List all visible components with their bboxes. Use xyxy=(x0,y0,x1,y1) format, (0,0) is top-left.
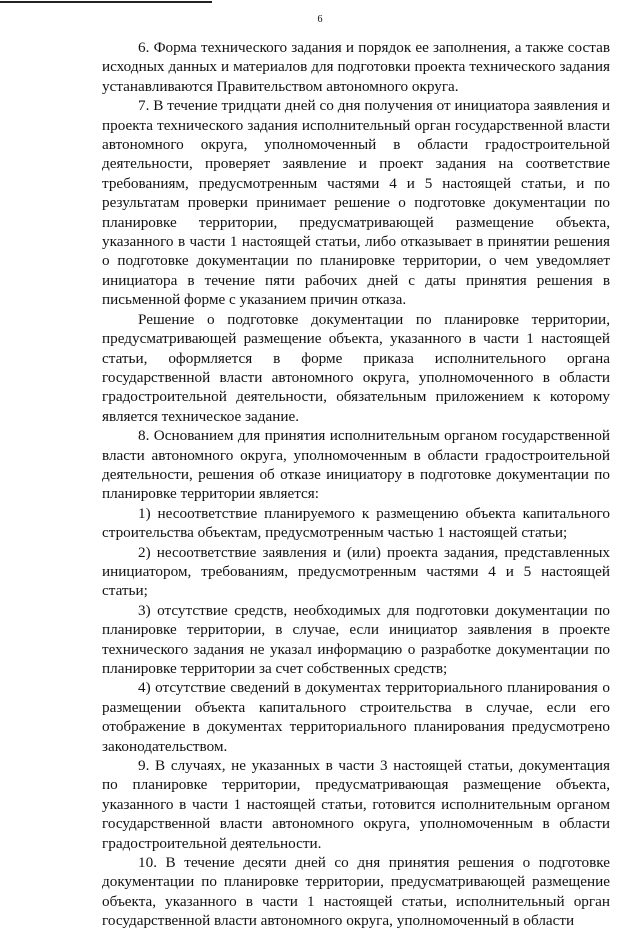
paragraph-item-6: 6. Форма технического задания и порядок ее заполнения, а также состав исходных данных и материалов для подготовки проекта технического задания устанавливаются Правительством автономного округа. xyxy=(102,39,610,95)
subparagraph-8-2: 2) несоответствие заявления и (или) проекта задания, представленных инициатором, требованиям, предусмотренным частями 4 и 5 настоящей статьи; xyxy=(102,543,610,600)
document-body xyxy=(102,38,610,931)
paragraph-item-8: 8. Основанием для принятия исполнительным органом государственной власти автономного округа, уполномоченным в области градостроительной деятельности, решения об отказе инициатору в подготовке документации по планировке территории является: xyxy=(102,427,610,503)
paragraph-item-9: 9. В случаях, не указанных в части 3 настоящей статьи, документация по планировке территории, предусматривающая размещение объекта, указанного в части 1 настоящей статьи, готовится исполнительным органом государственной власти автономного округа, уполномоченным в области градостроительной деятельности. xyxy=(102,757,610,852)
subparagraph-8-1: 1) несоответствие планируемого к размещению объекта капитального строительства объектам, предусмотренным частью 1 настоящей статьи; xyxy=(102,504,610,542)
paragraph-item-10: 10. В течение десяти дней со дня принятия решения о подготовке документации по планировке территории, предусматривающей размещение объекта, указанного в части 1 настоящей статьи, исполнительный орган государственной власти автономного округа, уполномоченный в области xyxy=(102,854,610,930)
paragraph-decision-form: Решение о подготовке документации по планировке территории, предусматривающей размещение объекта, указанного в части 1 настоящей статьи, оформляется в форме приказа исполнительного органа государственной власти автономного округа, уполномоченного в области градостроительной деятельности, обязательным приложением к которому является техническое задание. xyxy=(102,310,610,425)
subparagraph-8-3: 3) отсутствие средств, необходимых для подготовки документации по планировке территории, в случае, если инициатор заявления в проекте технического задания не указал информацию о разработке документации по планировке территории за счет собственных средств; xyxy=(102,601,610,677)
top-rule xyxy=(0,1,212,3)
page-number: 6 xyxy=(317,14,323,25)
paragraph-item-7: 7. В течение тридцати дней со дня получения от инициатора заявления и проекта технического задания исполнительный орган государственной власти автономного округа, уполномоченный в области градостроительной деятельности, проверяет заявление и проект задания на соответствие требованиям, предусмотренным частями 4 и 5 настоящей статьи, и по результатам проверки принимает решение о подготовке документации по планировке территории, предусматривающей размещение объекта, указанного в части 1 настоящей статьи, либо отказывает в принятии решения о подготовке документации по планировке территории, о чем уведомляет инициатора в течение пяти рабочих дней с даты принятия решения в письменной форме с указанием причин отказа. xyxy=(102,97,610,309)
subparagraph-8-4: 4) отсутствие сведений в документах территориального планирования о размещении объекта капитального строительства в случае, если его отображение в документах территориального планирования предусмотрено законодательством. xyxy=(102,679,610,755)
